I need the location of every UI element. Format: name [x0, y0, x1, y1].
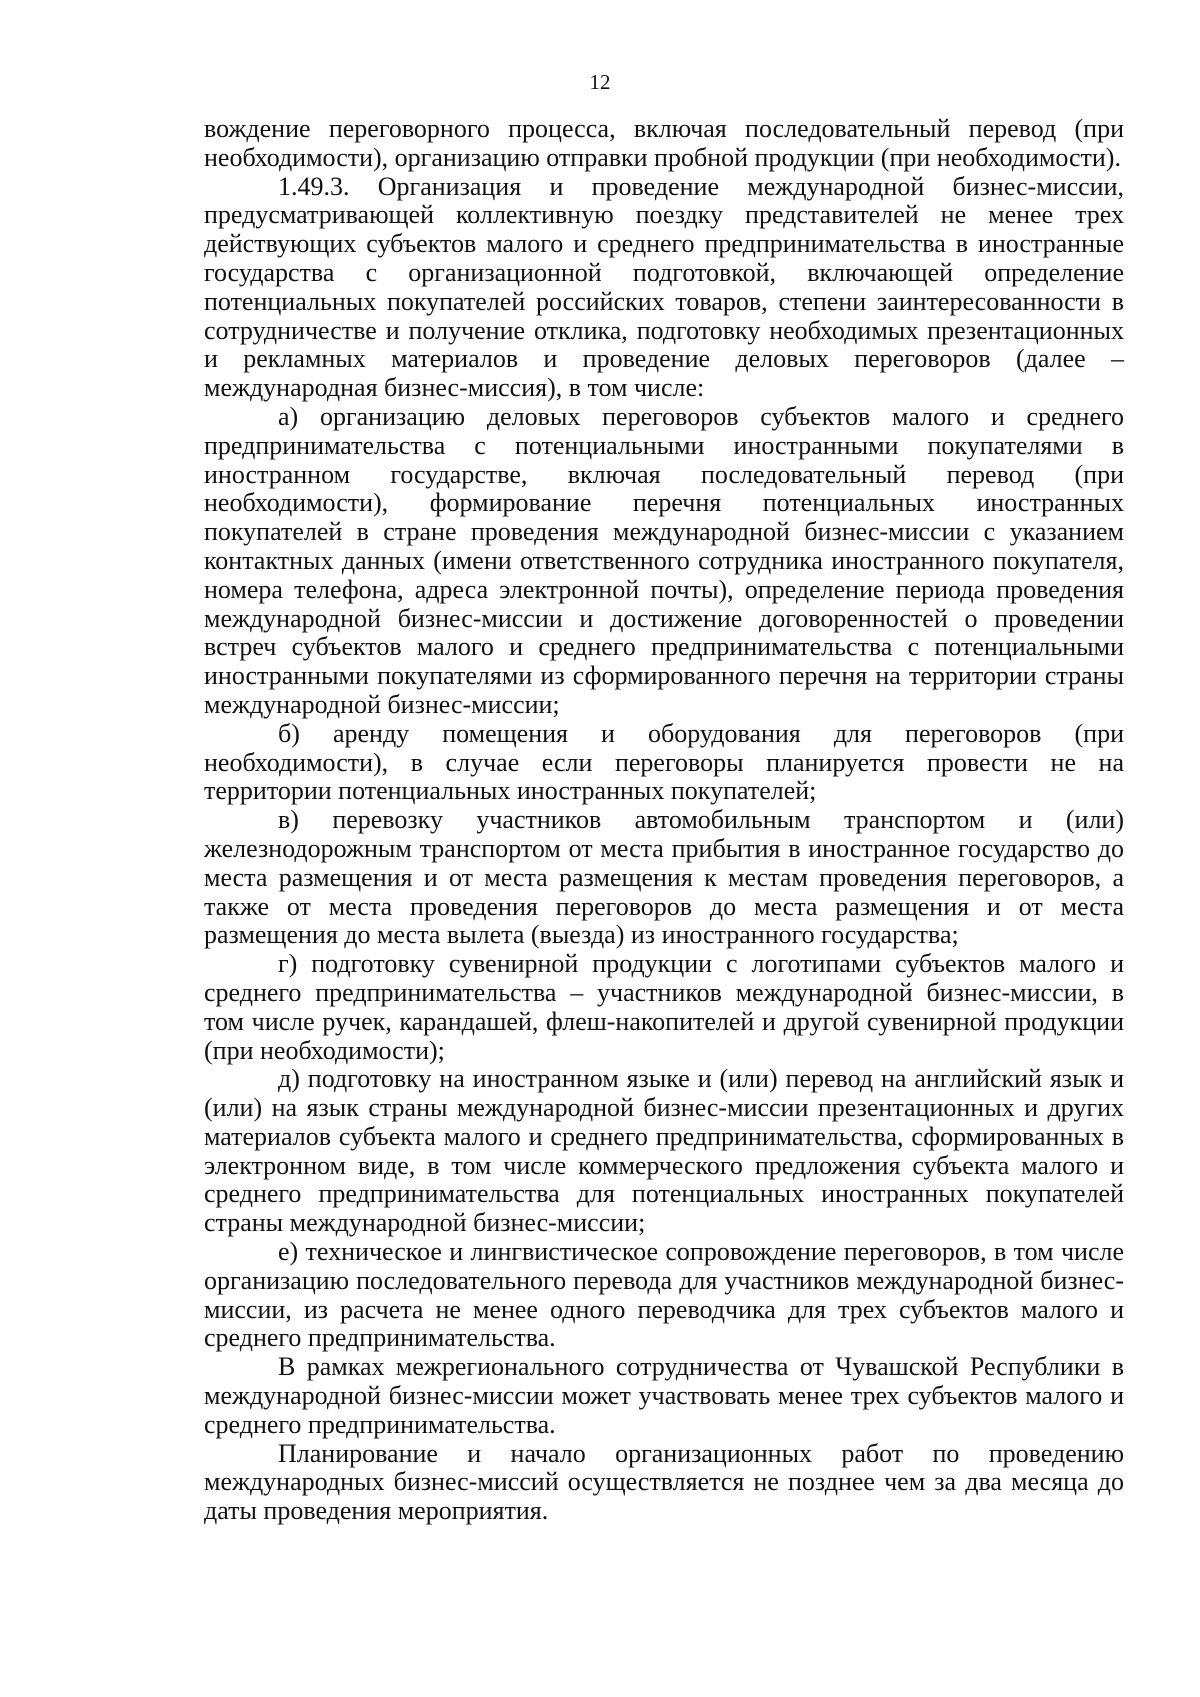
paragraph-item-b: б) аренду помещения и оборудования для переговоров (при необходимости), в случае если переговоры планируется провести не на территории потенциальных иностранных покупателей; — [204, 718, 1124, 806]
paragraph-1-49-3: 1.49.3. Организация и проведение международной бизнес-миссии, предусматривающей коллективную поездку представителей не менее трех действующих субъектов малого и среднего предпринимательства в иностранные государства с организационной подготовкой, включающей определение потенциальных покупателей российских товаров, степени заинтересованности в сотрудничестве и получение отклика, подготовку необходимых презентационных и рекламных материалов и проведение деловых переговоров (далее – международная бизнес-миссия), в том числе: — [204, 171, 1124, 403]
paragraph-item-e: е) техническое и лингвистическое сопровождение переговоров, в том числе организацию последовательного перевода для участников международной бизнес-миссии, из расчета не менее одного переводчика для трех субъектов малого и среднего предпринимательства. — [204, 1237, 1124, 1353]
paragraph-item-a: а) организацию деловых переговоров субъектов малого и среднего предпринимательства с потенциальными иностранными покупателями в иностранном государстве, включая последовательный перевод (при необходимости), формирование перечня потенциальных иностранных покупателей в стране проведения международной бизнес-миссии с указанием контактных данных (имени ответственного сотрудника иностранного покупателя, номера телефона, адреса электронной почты), определение периода проведения международной бизнес-миссии и достижение договоренностей о проведении встреч субъектов малого и среднего предпринимательства с потенциальными иностранными покупателями из сформированного перечня на территории страны международной бизнес-миссии; — [204, 401, 1124, 719]
page-number: 12 — [589, 70, 611, 94]
paragraph-continuation: вождение переговорного процесса, включая последовательный перевод (при необходимости), организацию отправки пробной продукции (при необходимости). — [204, 114, 1124, 172]
document-body — [204, 115, 1124, 1526]
paragraph-item-v: в) перевозку участников автомобильным транспортом и (или) железнодорожным транспортом от места прибытия в иностранное государство до места размещения и от места размещения к местам проведения переговоров, а также от места проведения переговоров до места размещения и от места размещения до места вылета (выезда) из иностранного государства; — [204, 805, 1124, 950]
paragraph-item-g: г) подготовку сувенирной продукции с логотипами субъектов малого и среднего предпринимательства – участников международной бизнес-миссии, в том числе ручек, карандашей, флеш-накопителей и другой сувенирной продукции (при необходимости); — [204, 949, 1124, 1065]
paragraph-planning: Планирование и начало организационных работ по проведению международных бизнес-миссий осуществляется не позднее чем за два месяца до даты проведения мероприятия. — [204, 1438, 1124, 1526]
paragraph-interregional: В рамках межрегионального сотрудничества от Чувашской Республики в международной бизнес-миссии может участвовать менее трех субъектов малого и среднего предпринимательства. — [204, 1352, 1124, 1439]
paragraph-item-d: д) подготовку на иностранном языке и (или) перевод на английский язык и (или) на язык страны международной бизнес-миссии презентационных и других материалов субъекта малого и среднего предпринимательства, сформированных в электронном виде, в том числе коммерческого предложения субъекта малого и среднего предпринимательства для потенциальных иностранных покупателей страны международной бизнес-миссии; — [204, 1064, 1124, 1238]
